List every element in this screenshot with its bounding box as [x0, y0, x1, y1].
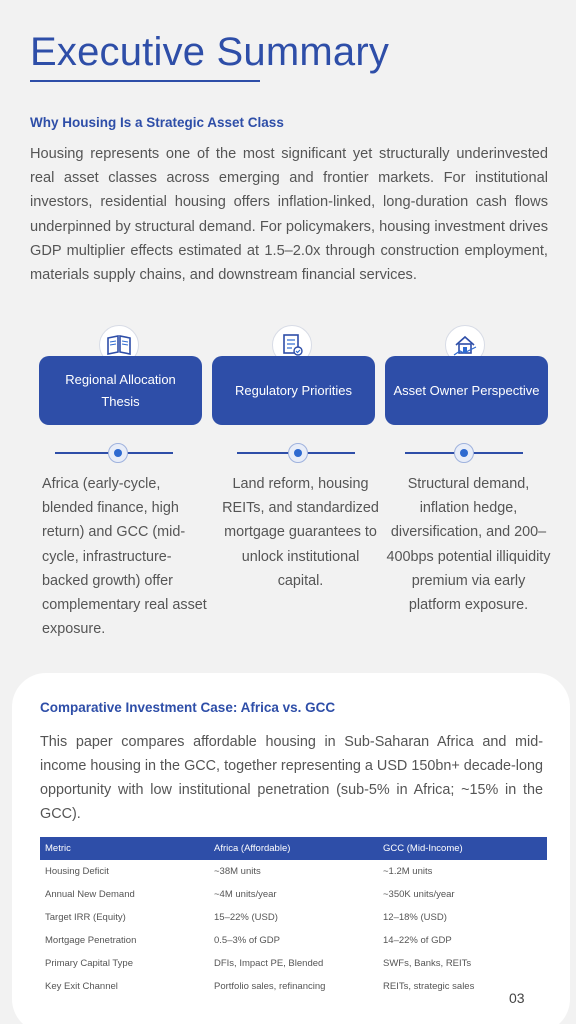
table-row — [40, 929, 547, 952]
table-cell: ~1.2M units — [383, 866, 433, 877]
pillar-asset-owner-perspective: Asset Owner Perspective — [385, 356, 548, 425]
table-cell: Target IRR (Equity) — [45, 912, 126, 923]
table-header-gcc: GCC (Mid-Income) — [378, 837, 547, 860]
table-header-africa: Africa (Affordable) — [209, 837, 378, 860]
table-row — [40, 883, 547, 906]
table-cell: SWFs, Banks, REITs — [383, 958, 472, 969]
page-title: Executive Summary — [30, 30, 390, 74]
table-cell: Housing Deficit — [45, 866, 109, 877]
pillar-divider-dot — [454, 443, 474, 463]
pillar-regulatory-priorities-text: Land reform, housing REITs, and standardized mortgage guarantees to unlock institutional capital. — [222, 476, 379, 589]
table-cell: ~4M units/year — [214, 889, 277, 900]
table-cell: DFIs, Impact PE, Blended — [214, 958, 324, 969]
pillar-divider-dot — [288, 443, 308, 463]
table-row — [40, 860, 547, 883]
table-cell: 0.5–3% of GDP — [214, 935, 281, 946]
pillar-asset-owner-perspective-text: Structural demand, inflation hedge, diversification, and 200–400bps potential illiquidity premium via early platform exposure. — [386, 476, 551, 614]
table-cell: 15–22% (USD) — [214, 912, 278, 923]
table-cell: 14–22% of GDP — [383, 935, 452, 946]
table-cell: Annual New Demand — [45, 889, 135, 900]
comparison-table — [40, 837, 547, 998]
title-underline — [30, 80, 260, 82]
section-heading-strategic: Why Housing Is a Strategic Asset Class — [30, 115, 284, 130]
table-cell: Mortgage Penetration — [45, 935, 137, 946]
table-row — [40, 906, 547, 929]
section-heading-comparative: Comparative Investment Case: Africa vs. GCC — [40, 700, 336, 715]
table-cell: Portfolio sales, refinancing — [214, 981, 326, 992]
pillar-regional-allocation: Regional Allocation Thesis — [39, 356, 202, 425]
table-cell: ~38M units — [214, 866, 261, 877]
table-cell: REITs, strategic sales — [383, 981, 475, 992]
comparative-paragraph: This paper compares affordable housing in Sub-Saharan Africa and mid-income housing in the GCC, together representing a USD 150bn+ decade-long opportunity with low institutional penetration (sub-5% in Africa; ~15% in the GCC). — [40, 734, 543, 822]
page-number: 03 — [509, 990, 525, 1006]
table-cell: Key Exit Channel — [45, 981, 118, 992]
intro-paragraph: Housing represents one of the most significant yet structurally underinvested real asset classes across emerging and frontier markets. For institutional investors, residential housing offers inflation-linked, long-duration cash flows underpinned by structural demand. For policymakers, housing investment drives GDP multiplier effects estimated at 1.5–2.0x through construction employment, materials supply chains, and downstream financial services. — [30, 146, 548, 284]
table-row — [40, 952, 547, 975]
pillar-divider-dot — [108, 443, 128, 463]
table-row — [40, 975, 547, 998]
table-cell: ~350K units/year — [383, 889, 455, 900]
table-cell: 12–18% (USD) — [383, 912, 447, 923]
table-header-metric: Metric — [40, 837, 209, 860]
pillar-regulatory-priorities: Regulatory Priorities — [212, 356, 375, 425]
table-header-row — [40, 837, 547, 860]
table-cell: Primary Capital Type — [45, 958, 133, 969]
pillar-regional-allocation-text: Africa (early-cycle, blended finance, high return) and GCC (mid-cycle, infrastructure-backed growth) offer complementary real asset exposure. — [42, 476, 207, 638]
